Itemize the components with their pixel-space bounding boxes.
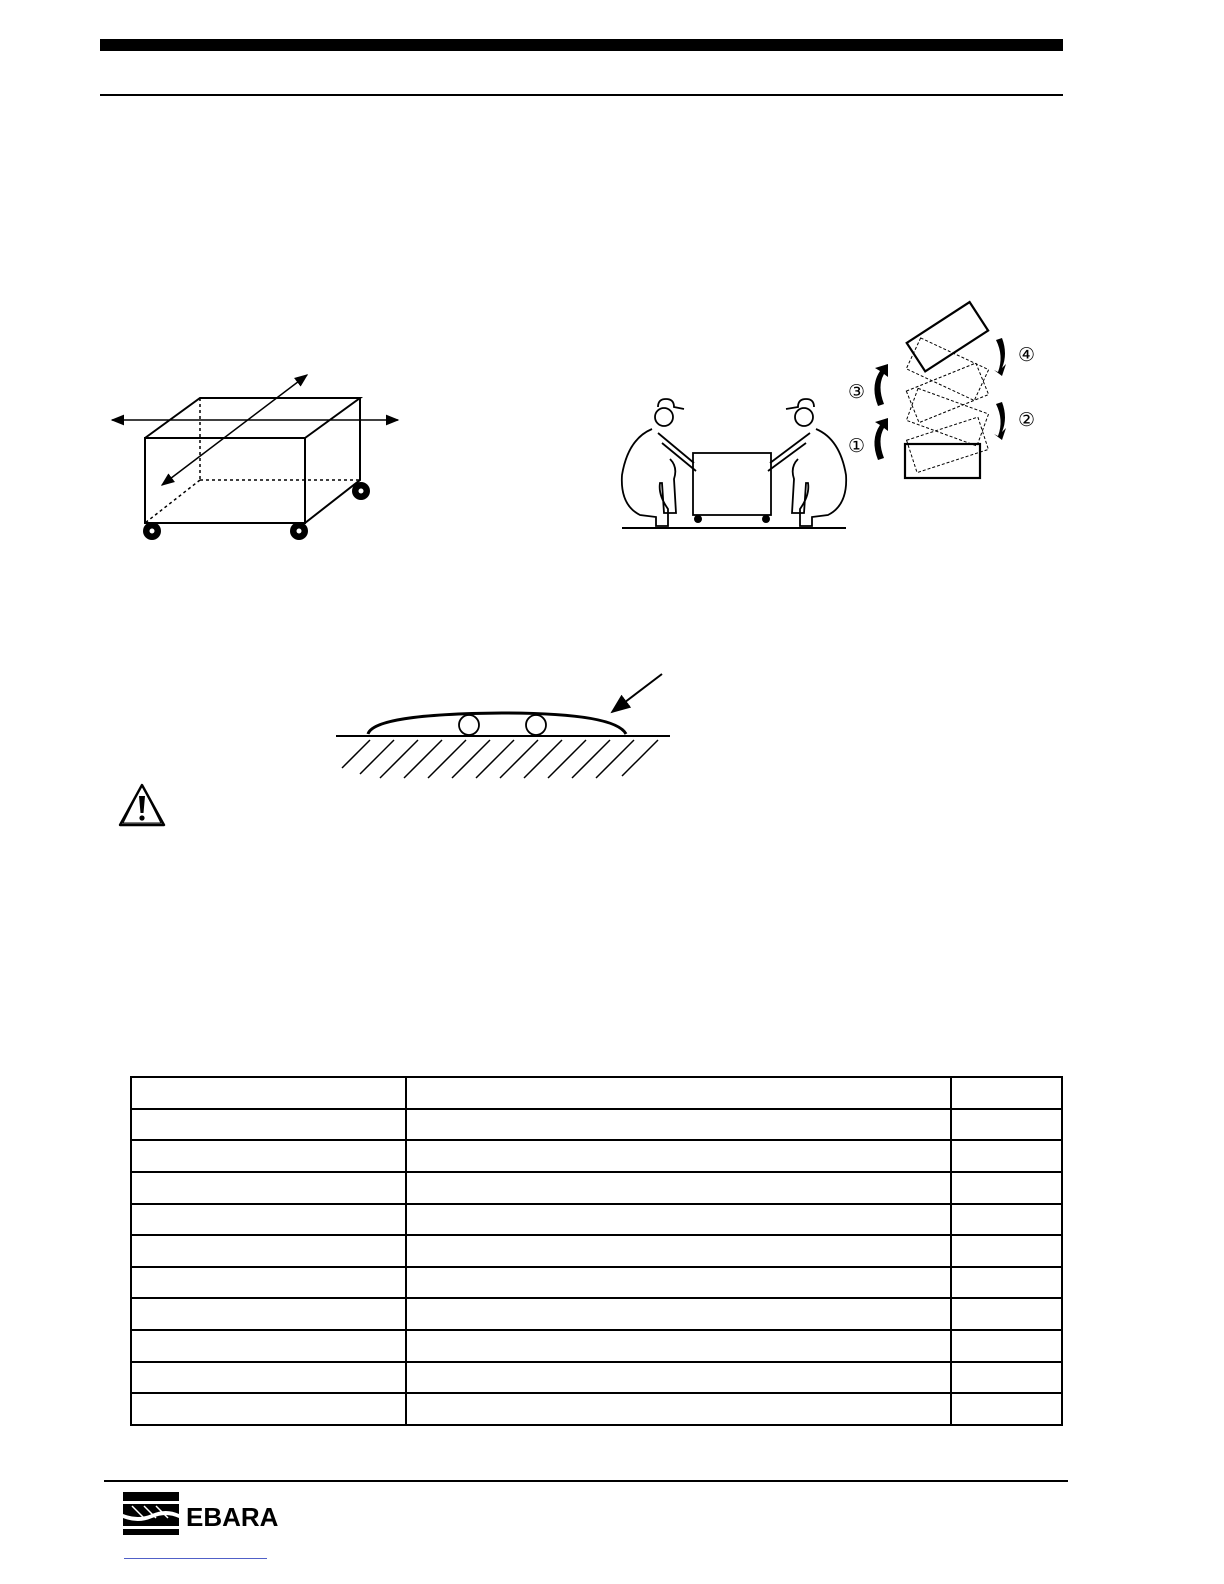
table-cell [406,1140,951,1172]
table-row [131,1393,1062,1425]
table-cell [406,1330,951,1362]
table-cell [951,1077,1062,1109]
ebara-emblem-icon [123,1492,179,1535]
header-thick-bar [100,39,1063,51]
table-cell [406,1362,951,1394]
table-cell [951,1362,1062,1394]
table-cell [951,1267,1062,1299]
footer-rule [104,1480,1068,1482]
table-row [131,1172,1062,1204]
table-row [131,1109,1062,1141]
table-cell [406,1267,951,1299]
table-cell [951,1204,1062,1236]
table-row [131,1204,1062,1236]
table-cell [406,1235,951,1267]
step-4-label: ④ [1018,345,1036,366]
table-cell [131,1204,406,1236]
table-row [131,1362,1062,1394]
step-1-label: ① [848,436,866,457]
table-cell [406,1204,951,1236]
table-cell [406,1298,951,1330]
roller-ground-figure [330,668,675,786]
table-cell [951,1298,1062,1330]
table-cell [131,1077,406,1109]
header-rule [100,94,1063,96]
table-cell [131,1172,406,1204]
table-cell [951,1109,1062,1141]
caster-wheel-icon [143,482,370,540]
table-cell [131,1298,406,1330]
table-cell [131,1330,406,1362]
ebara-brand-text: EBARA [186,1502,279,1532]
table-cell [406,1172,951,1204]
worker-right-icon [768,399,846,526]
table-cell [951,1172,1062,1204]
table-cell [131,1393,406,1425]
table-row [131,1235,1062,1267]
table-cell [131,1140,406,1172]
ebara-logo [122,1490,282,1538]
table-cell [406,1109,951,1141]
warning-triangle-icon [117,782,167,828]
two-person-lift-figure [618,395,850,535]
spec-table [130,1076,1063,1426]
table-cell [131,1267,406,1299]
footer-link-underline [124,1558,267,1559]
table-cell [406,1077,951,1109]
table-cell [951,1330,1062,1362]
table-cell [951,1393,1062,1425]
table-row [131,1298,1062,1330]
table-row [131,1330,1062,1362]
table-cell [131,1109,406,1141]
worker-left-icon [622,399,696,526]
table-row [131,1077,1062,1109]
step-3-label: ③ [848,382,866,403]
table-row [131,1140,1062,1172]
table-cell [951,1140,1062,1172]
table-cell [406,1393,951,1425]
step-2-label: ② [1018,410,1036,431]
table-cell [951,1235,1062,1267]
table-row [131,1267,1062,1299]
caster-box-figure [100,365,410,545]
rotation-sequence-figure [842,300,1052,485]
table-cell [131,1362,406,1394]
table-cell [131,1235,406,1267]
